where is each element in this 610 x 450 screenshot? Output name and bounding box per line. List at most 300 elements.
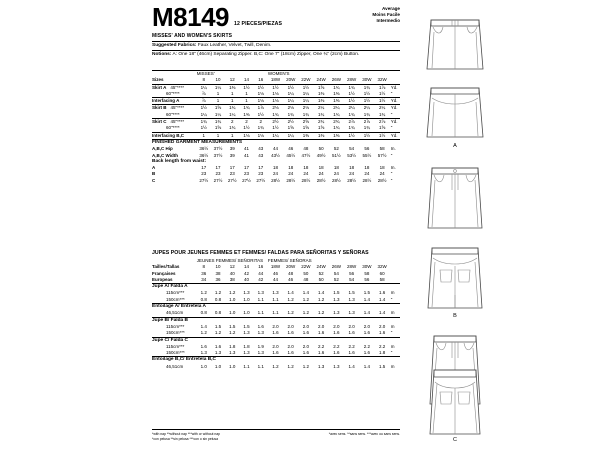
value-cell-0: 1½ [200, 125, 207, 131]
unit-cell: Yd. [390, 132, 400, 139]
value-cell-7: 1.6 [302, 330, 310, 336]
value-cell-11: 2¼ [359, 105, 374, 112]
value-cell-6: 1.2 [287, 310, 294, 316]
value-cell-5: 2.0 [272, 323, 279, 329]
value-cell-6: 48 [288, 270, 294, 276]
size-header-8: 24W [316, 264, 326, 270]
category-women: FEMMES/ SEÑORAS [267, 258, 312, 263]
value-cell-11: 1.4 [363, 310, 370, 316]
value-cell-11: 18 [364, 165, 370, 171]
value-cell-1: 0.8 [214, 296, 222, 302]
size-header-12: 32W [377, 77, 387, 83]
value-cell-2: 39 [229, 146, 235, 152]
metric-group-label-4-text: Entoilage B,C/ Entretela B,C [152, 357, 400, 364]
value-cell-7: 47½ [301, 152, 311, 158]
value-cell-5: 1¼ [268, 132, 283, 139]
value-cell-5: 1.1 [272, 296, 279, 302]
difficulty-level [372, 6, 400, 25]
backlength-title-text: Back length from waist: [152, 158, 207, 164]
value-cell-6: 1¾ [287, 111, 294, 117]
value-cell-8: 1.6 [318, 350, 325, 356]
value-cell-7: 1.2 [302, 363, 310, 369]
footnote-es-line1: *con pelusa **sin pelusa ***con o sin pelusa [152, 436, 218, 441]
value-cell-9: 1¾ [333, 111, 340, 117]
value-cell-0: ⅞ [201, 90, 206, 96]
fabric-width: 45"**** [170, 105, 185, 111]
value-cell-3: 41 [243, 152, 249, 158]
garment-title: MISSES' AND WOMEN'S SKIRTS [152, 33, 233, 39]
value-cell-9: 1⅜ [329, 132, 344, 139]
value-cell-10: 1¾ [348, 125, 355, 131]
value-cell-9: 28½ [332, 177, 341, 183]
value-cell-4: 44 [258, 270, 264, 276]
technical-drawings [404, 0, 610, 450]
notions [152, 52, 400, 58]
value-cell-8: 1.4 [318, 290, 325, 296]
value-cell-8: 2.0 [318, 323, 325, 329]
value-cell-9: 2.2 [333, 343, 340, 349]
value-cell-3: 17 [243, 165, 249, 171]
value-cell-4: 1.3 [257, 330, 264, 336]
value-cell-10: 54 [349, 276, 355, 282]
size-header-3: 14 [243, 264, 249, 270]
group-label-3: Skirt C 45"**** [152, 119, 197, 126]
value-cell-11: 1.6 [363, 350, 370, 356]
piece-count: 12 PIECES/PIEZAS [234, 21, 283, 27]
value-cell-8: 24 [318, 171, 324, 177]
unit-cell [390, 277, 400, 284]
value-cell-2: 39 [229, 152, 235, 158]
value-cell-10: 18 [349, 165, 355, 171]
value-cell-8: 1.2 [318, 310, 325, 316]
value-cell-1: 23 [215, 171, 221, 177]
value-cell-5: 1⅛ [268, 98, 283, 105]
unit-cell: " [390, 152, 393, 158]
value-cell-7: 2⅛ [298, 105, 313, 112]
value-cell-6: 2.0 [287, 343, 294, 349]
value-cell-9: 18 [333, 165, 339, 171]
value-cell-1: 1⅝ [214, 125, 222, 131]
sizes-label: Tailles/Tallas [152, 264, 180, 270]
value-cell-5: 1⅛ [272, 90, 279, 96]
value-cell-5: 2½ [268, 119, 283, 126]
value-cell-11: 1¾ [359, 84, 374, 91]
value-cell-0: 27½ [199, 177, 209, 183]
size-header-4: 16 [258, 264, 264, 270]
value-cell-12: 1.6 [378, 290, 386, 296]
value-cell-7: 1.2 [302, 310, 310, 316]
value-cell-5: 1.2 [272, 363, 279, 369]
value-cell-10: 53½ [347, 152, 357, 158]
size-header-2: 12 [229, 264, 235, 270]
value-cell-12: 58 [379, 146, 385, 152]
value-cell-2: 23 [229, 171, 235, 177]
value-cell-7: 48 [303, 146, 309, 152]
fabric-row [152, 105, 400, 112]
value-cell-3: 1.8 [243, 343, 250, 349]
value-cell-8: 52 [318, 270, 324, 276]
value-cell-7: 2.0 [302, 343, 310, 349]
value-cell-9: 1.3 [333, 363, 340, 369]
view-a-label: A [453, 143, 457, 149]
divider [152, 41, 400, 42]
value-cell-10: 2.0 [348, 323, 355, 329]
value-cell-8: 18 [318, 165, 324, 171]
value-cell-12: 1¾ [378, 111, 386, 117]
value-cell-6: 1¼ [283, 98, 298, 105]
value-cell-12: 2.2 [378, 343, 386, 349]
fabric-row [152, 297, 400, 304]
value-cell-3: 1¾ [239, 105, 253, 112]
value-cell-2: 1.5 [229, 323, 236, 329]
value-cell-11: 58 [364, 270, 370, 276]
fabric-row [152, 91, 400, 98]
value-cell-0: 1.3 [200, 350, 207, 356]
group-label-0: Skirt A 45"**** [152, 84, 197, 91]
value-cell-2: 40 [229, 270, 235, 276]
size-header-10: 28W [347, 77, 357, 83]
value-cell-5: 1½ [272, 125, 279, 131]
value-cell-0: 1¼ [197, 84, 211, 91]
value-cell-6: 1⅝ [287, 125, 294, 131]
value-cell-9: 52 [333, 276, 339, 282]
value-cell-6: 1.2 [287, 363, 294, 369]
size-header-6: 20W [286, 264, 296, 270]
value-cell-12: 2.0 [378, 323, 386, 329]
value-cell-12: 58 [379, 276, 385, 282]
value-cell-7: 1¼ [302, 90, 310, 96]
value-cell-9: 2¼ [329, 105, 344, 112]
value-cell-4: 43 [258, 146, 264, 152]
value-cell-7: 1¼ [298, 98, 313, 105]
value-cell-4: 1.1 [257, 363, 264, 369]
value-cell-1: 37½ [213, 146, 223, 152]
value-cell-7: 1½ [298, 84, 313, 91]
value-cell-11: 2.2 [363, 343, 370, 349]
value-cell-0: 34 [201, 276, 207, 282]
value-cell-5: 1.1 [272, 310, 279, 316]
value-cell-5: 1.3 [272, 290, 279, 296]
value-cell-10: 24 [349, 171, 355, 177]
group-label-4: Interfacing B,C [152, 132, 197, 139]
finished-title-text: FINISHED GARMENT MEASUREMENTS [152, 139, 400, 146]
size-header-7: 22W [301, 77, 311, 83]
divider [152, 429, 400, 430]
value-cell-2: 1.0 [229, 296, 236, 302]
value-cell-1: 1⅝ [211, 105, 225, 112]
value-cell-6: 24 [288, 171, 294, 177]
value-cell-8: 1⅝ [318, 125, 325, 131]
fabric-width: 45"**** [170, 84, 184, 90]
value-cell-6: 2⅛ [283, 105, 298, 112]
value-cell-9: 1¾ [329, 84, 344, 91]
value-cell-2: 1.3 [229, 350, 236, 356]
value-cell-3: 41 [243, 146, 249, 152]
metric-group-label-3-text: Jupe C/ Falda C [152, 337, 400, 344]
value-cell-8: 2¾ [314, 119, 329, 126]
value-cell-2: 1.2 [229, 330, 236, 336]
value-cell-3: 1.0 [243, 296, 250, 302]
view-a-front-drawing [422, 12, 488, 74]
value-cell-1: 37½ [213, 152, 223, 158]
value-cell-11: 1¾ [363, 125, 370, 131]
fabric-width: 60"**** [166, 90, 180, 96]
size-header-5: 18W [270, 77, 281, 83]
metric-group-label-0-text: Jupe A/ Falda A [152, 284, 400, 291]
backlength-label: B [152, 171, 156, 177]
value-cell-12: 1⅝ [378, 125, 386, 131]
fabric-width: 150cm*** [166, 350, 185, 356]
value-cell-3: 1⅛ [239, 132, 253, 139]
value-cell-10: 1.3 [348, 310, 355, 316]
pattern-number: M8149 [152, 2, 229, 32]
value-cell-11: 1½ [363, 90, 370, 96]
value-cell-7: 50 [303, 270, 309, 276]
value-cell-1: 1¼ [211, 84, 225, 91]
view-b-front-drawing [422, 160, 488, 232]
value-cell-10: 2⅞ [344, 119, 359, 126]
unit-cell [390, 77, 400, 84]
value-cell-9: 1¾ [333, 125, 340, 131]
value-cell-3: 1 [245, 90, 248, 96]
unit-cell: m [390, 343, 395, 349]
fabric-row [152, 132, 400, 139]
size-header-12: 32W [377, 264, 387, 270]
value-cell-6: 1.6 [287, 330, 294, 336]
metric-group-label-3 [152, 337, 400, 344]
value-cell-2: 1 [225, 98, 239, 105]
unit-cell: " [390, 330, 393, 336]
value-cell-7: 2.0 [302, 323, 310, 329]
unit-cell: In. [390, 146, 396, 152]
unit-cell: Yd. [390, 84, 400, 91]
value-cell-1: 1.6 [214, 343, 222, 349]
value-cell-0: 36½ [199, 146, 209, 152]
value-cell-5: 44 [272, 146, 278, 152]
value-cell-11: 1.4 [363, 363, 370, 369]
value-cell-7: 18 [303, 165, 309, 171]
value-cell-10: 1¾ [348, 111, 355, 117]
value-cell-4: 1½ [254, 84, 268, 91]
value-cell-6: 2.0 [287, 323, 294, 329]
unit-cell: " [390, 125, 393, 131]
fabric-width: 115cm*** [166, 290, 185, 296]
value-cell-1: 1¼ [214, 111, 222, 117]
value-cell-10: 1½ [344, 132, 359, 139]
value-cell-11: 1.4 [363, 296, 370, 302]
value-cell-6: 1½ [283, 84, 298, 91]
sizes-row [152, 77, 400, 84]
value-cell-9: 24 [333, 171, 339, 177]
category-junior: JEUNES FEMMES/ SEÑORITAS [196, 258, 264, 264]
value-cell-10: 1¾ [344, 84, 359, 91]
value-cell-8: 1¾ [318, 111, 325, 117]
view-b-label: B [453, 313, 457, 319]
value-cell-7: 1⅜ [298, 132, 313, 139]
value-cell-10: 54 [349, 146, 355, 152]
value-cell-10: 1½ [344, 98, 359, 105]
value-cell-5: 44 [272, 276, 278, 282]
value-cell-3: 27½ [242, 177, 251, 183]
value-cell-3: 1½ [239, 84, 253, 91]
value-cell-11: 56 [364, 276, 370, 282]
value-cell-3: 1.5 [243, 323, 250, 329]
value-cell-4: 1⅛ [254, 98, 268, 105]
fabric-width: 60"**** [166, 111, 180, 117]
metric-group-label-1-text: Entoilage A/ Entretela A [152, 304, 400, 311]
value-cell-8: 28½ [316, 177, 326, 183]
value-cell-2: 1.2 [229, 290, 236, 296]
size-header-6: 20W [286, 77, 296, 83]
value-cell-9: 51½ [332, 152, 341, 158]
value-cell-6: 1.2 [287, 296, 294, 302]
view-c-back-drawing [422, 352, 488, 438]
english-measurement-table [152, 71, 400, 184]
value-cell-12: 1.8 [378, 350, 386, 356]
value-cell-1: 1 [211, 98, 225, 105]
fabric-row [152, 98, 400, 105]
value-cell-4: 43 [258, 152, 264, 158]
value-cell-2: 17 [229, 165, 235, 171]
value-cell-7: 1.4 [302, 290, 310, 296]
value-cell-0: 0.8 [200, 310, 207, 316]
value-cell-1: 0.8 [214, 310, 222, 316]
metric-section-title [152, 250, 400, 256]
suggested-fabrics-text: Faux Leather, Velvet, Twill, Denim. [196, 43, 272, 48]
value-cell-5: 43½ [271, 152, 280, 158]
value-cell-11: 1¾ [363, 111, 370, 117]
value-cell-5: 1¾ [272, 111, 279, 117]
value-cell-5: 28½ [271, 177, 280, 183]
fabric-width: 46,51cm [166, 310, 184, 316]
value-cell-9: 1.6 [333, 330, 340, 336]
divider [152, 50, 400, 51]
value-cell-5: 18 [272, 165, 278, 171]
value-cell-3: 2 [239, 119, 253, 126]
value-cell-4: 23 [258, 171, 264, 177]
value-cell-12: 57½ [377, 152, 387, 158]
unit-cell: m [390, 363, 395, 369]
value-cell-7: 28½ [301, 177, 311, 183]
size-header-2: 12 [229, 77, 235, 83]
value-cell-10: 1.4 [348, 363, 355, 369]
size-header-0: 8 [202, 77, 206, 83]
value-cell-5: 2⅛ [268, 105, 283, 112]
unit-cell: " [390, 171, 393, 177]
value-cell-7: 24 [303, 171, 309, 177]
value-cell-10: 1.6 [348, 350, 355, 356]
value-cell-10: 2.2 [348, 343, 355, 349]
value-cell-11: 2⅞ [359, 119, 374, 126]
value-cell-12: 1.4 [378, 310, 386, 316]
fabric-row [152, 330, 400, 337]
value-cell-8: 2.2 [318, 343, 325, 349]
fabric-width: 115cm*** [166, 343, 185, 349]
value-cell-0: 1¾ [197, 119, 211, 126]
value-cell-3: 1.3 [243, 330, 250, 336]
backlength-label: C [152, 177, 156, 183]
value-cell-2: 1¾ [229, 125, 236, 131]
value-cell-12: 24 [379, 171, 385, 177]
category-womens: WOMEN'S [267, 71, 290, 76]
metric-group-label-1 [152, 304, 400, 311]
footnotes [152, 432, 400, 441]
unit-cell: In. [390, 165, 396, 171]
value-cell-9: 52 [333, 146, 339, 152]
value-cell-4: 1.1 [257, 310, 264, 316]
size-header-0: 8 [202, 264, 206, 270]
value-cell-8: 1⅜ [318, 90, 325, 96]
value-cell-2: 1⅜ [225, 84, 239, 91]
value-cell-0: 1.6 [200, 343, 207, 349]
conversion-label: Françaises [152, 270, 176, 276]
sizes-label: Sizes [152, 77, 164, 83]
size-header-9: 26W [331, 264, 342, 270]
category-misses: MISSES' [196, 71, 215, 76]
value-cell-12: 1.6 [378, 330, 386, 336]
size-header-9: 26W [331, 77, 342, 83]
value-cell-10: 1.3 [348, 296, 355, 302]
value-cell-3: 1 [239, 98, 253, 105]
value-cell-12: 1½ [374, 98, 389, 105]
value-cell-3: 1.3 [243, 290, 250, 296]
value-cell-4: 42 [258, 276, 264, 282]
value-cell-2: 1 [230, 90, 234, 96]
value-cell-4: 1.3 [257, 350, 264, 356]
backlength-label: A [152, 165, 156, 171]
value-cell-6: 18 [288, 165, 294, 171]
value-cell-2: 1¾ [225, 105, 239, 112]
value-cell-4: 1.9 [257, 343, 264, 349]
finished-title [152, 139, 400, 146]
fabric-row [152, 364, 400, 370]
value-cell-2: 2 [225, 119, 239, 126]
fabric-row [152, 310, 400, 317]
value-cell-1: 1 [216, 90, 220, 96]
value-cell-4: 1⅛ [254, 132, 268, 139]
value-cell-4: 1.6 [257, 323, 264, 329]
difficulty-es: Intermedio [376, 18, 400, 24]
value-cell-5: 1½ [268, 84, 283, 91]
value-cell-0: 1.2 [200, 290, 207, 296]
value-cell-10: 1½ [348, 90, 355, 96]
fabric-width: 150cm*** [166, 296, 185, 302]
unit-cell: m [390, 290, 395, 296]
value-cell-2: 27½ [227, 177, 237, 183]
value-cell-7: 1¾ [302, 111, 310, 117]
value-cell-8: 1.3 [318, 363, 325, 369]
value-cell-11: 1.5 [363, 290, 370, 296]
header [152, 4, 400, 34]
size-header-3: 14 [243, 77, 249, 83]
value-cell-2: 38 [229, 276, 235, 282]
value-cell-2: 1 [225, 132, 239, 139]
value-cell-0: 0.8 [200, 296, 207, 302]
value-cell-6: 1¼ [287, 90, 294, 96]
fabric-width: 45"**** [170, 119, 185, 125]
unit-cell: " [390, 296, 393, 302]
value-cell-4: 27½ [256, 177, 266, 183]
metric-title-text: JUPES POUR JEUNES FEMMES ET FEMMES/ FALDAS PARA SEÑORITAS Y SEÑORAS [152, 250, 369, 256]
value-cell-8: 1.6 [318, 330, 325, 336]
fabric-row [152, 112, 400, 119]
view-b-back-drawing [422, 240, 488, 312]
suggested-fabrics [152, 43, 400, 49]
value-cell-12: 28½ [377, 177, 387, 183]
size-header-10: 28W [346, 264, 357, 270]
value-cell-12: 18 [379, 165, 385, 171]
value-cell-8: 50 [318, 146, 324, 152]
